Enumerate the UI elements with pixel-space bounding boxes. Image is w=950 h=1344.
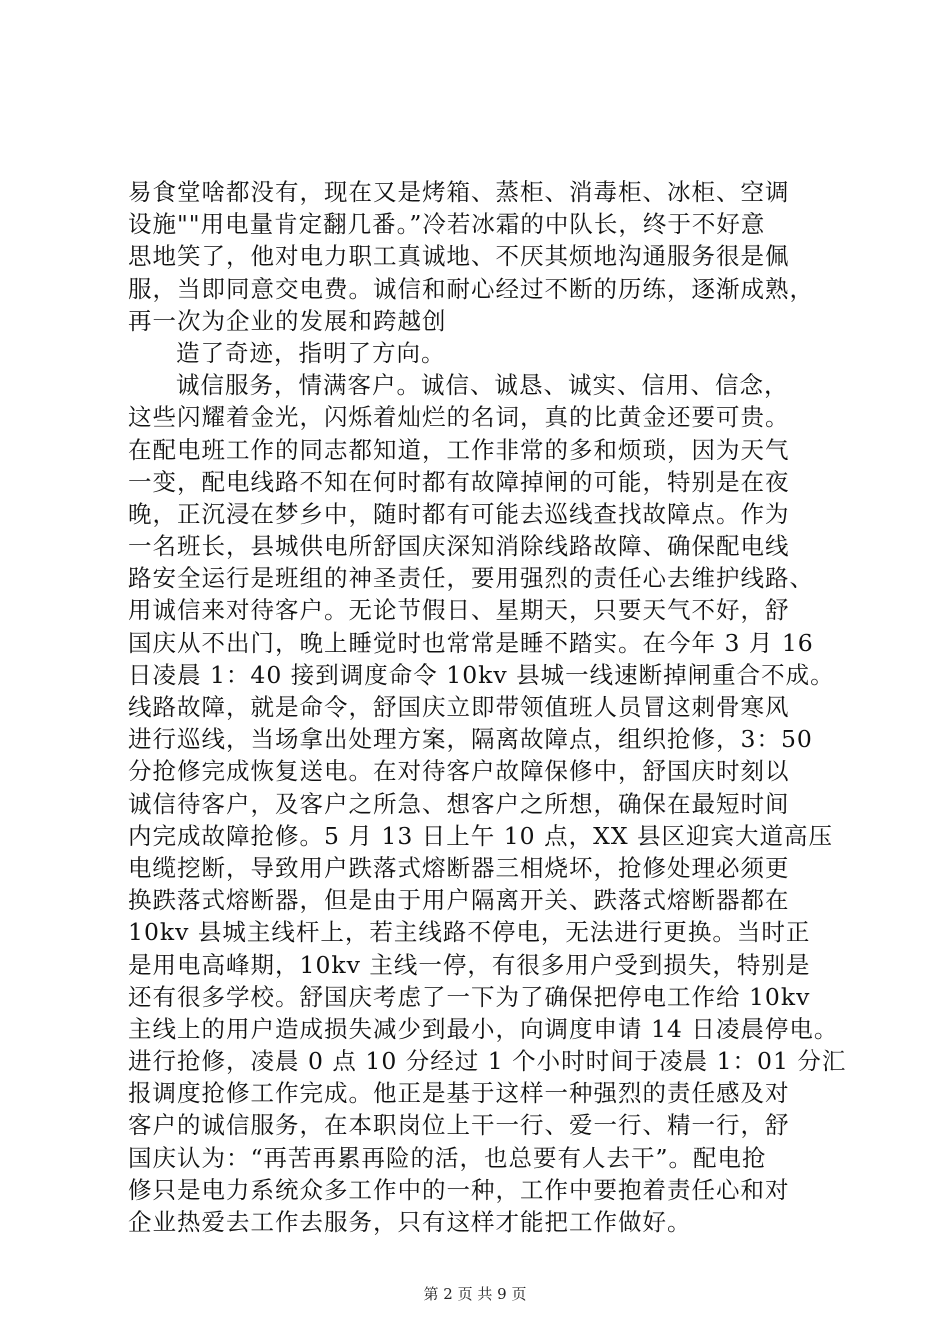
paragraph-start-line: 诚信服务，情满客户。诚信、诚恳、诚实、信用、信念， <box>176 371 789 400</box>
text-line-16: 日凌晨 1：40 接到调度命令 10kv 县城一线速断掉闸重合不成。 <box>128 660 835 689</box>
text-line-3: 思地笑了，他对电力职工真诚地、不厌其烦地沟通服务很是佩 <box>128 242 790 271</box>
text-line-25: 是用电高峰期，10kv 主线一停，有很多用户受到损失，特别是 <box>128 950 811 979</box>
text-line-10: 一变，配电线路不知在何时都有故障掉闸的可能，特别是在夜 <box>128 467 790 496</box>
text-line-13: 路安全运行是班组的神圣责任，要用强烈的责任心去维护线路、 <box>128 564 814 593</box>
text-line-21: 内完成故障抢修。5 月 13 日上午 10 点，XX 县区迎宾大道高压 <box>128 821 834 850</box>
text-line-20: 诚信待客户，及客户之所急、想客户之所想，确保在最短时间 <box>128 789 790 818</box>
text-line-17: 线路故障，就是命令，舒国庆立即带领值班人员冒这刺骨寒风 <box>128 693 790 721</box>
text-line-24: 10kv 县城主线杆上，若主线路不停电，无法进行更换。当时正 <box>128 918 811 947</box>
text-line-14: 用诚信来对待客户。无论节假日、星期天，只要天气不好，舒 <box>128 596 790 625</box>
text-line-31: 国庆认为：“再苦再累再险的活，也总要有人去干”。配电抢 <box>128 1143 767 1172</box>
page-number-footer: 第 2 页 共 9 页 <box>423 1285 527 1303</box>
text-line-32: 修只是电力系统众多工作中的一种，工作中要抱着责任心和对 <box>128 1175 790 1204</box>
text-line-30: 客户的诚信服务，在本职岗位上干一行、爱一行、精一行，舒 <box>128 1111 790 1140</box>
text-line-27: 主线上的用户造成损失减少到最小，向调度申请 14 日凌晨停电。 <box>128 1014 839 1043</box>
text-line-8: 这些闪耀着金光，闪烁着灿烂的名词，真的比黄金还要可贵。 <box>128 403 790 432</box>
text-line-19: 分抢修完成恢复送电。在对待客户故障保修中，舒国庆时刻以 <box>128 757 790 786</box>
body-text <box>128 176 868 1238</box>
text-line-12: 一名班长，县城供电所舒国庆深知消除线路故障、确保配电线 <box>128 532 790 561</box>
text-line-33: 企业热爱去工作去服务，只有这样才能把工作做好。 <box>128 1208 692 1236</box>
text-line-2: 设施""用电量肯定翻几番。”冷若冰霜的中队长，终于不好意 <box>128 210 766 239</box>
text-line-9: 在配电班工作的同志都知道，工作非常的多和烦琐，因为天气 <box>128 435 790 464</box>
text-line-26: 还有很多学校。舒国庆考虑了一下为了确保把停电工作给 10kv <box>128 982 811 1011</box>
text-line-5: 再一次为企业的发展和跨越创 <box>128 306 447 335</box>
text-line-22: 电缆挖断，导致用户跌落式熔断器三相烧坏，抢修处理必须更 <box>128 853 790 882</box>
text-line-23: 换跌落式熔断器，但是由于用户隔离开关、跌落式熔断器都在 <box>128 886 790 915</box>
text-line-29: 报调度抢修工作完成。他正是基于这样一种强烈的责任感及对 <box>128 1079 790 1108</box>
text-line-28: 进行抢修，凌晨 0 点 10 分经过 1 个小时时间于凌晨 1：01 分汇 <box>128 1047 847 1076</box>
text-line-1: 易食堂啥都没有，现在又是烤箱、蒸柜、消毒柜、冰柜、空调 <box>128 178 790 206</box>
text-line-6: 造了奇迹，指明了方向。 <box>176 338 446 367</box>
text-line-4: 服，当即同意交电费。诚信和耐心经过不断的历练，逐渐成熟， <box>128 274 814 303</box>
text-line-18: 进行巡线，当场拿出处理方案，隔离故障点，组织抢修，3：50 <box>128 725 813 754</box>
text-line-11: 晚，正沉浸在梦乡中，随时都有可能去巡线查找故障点。作为 <box>128 499 790 528</box>
text-line-15: 国庆从不出门，晚上睡觉时也常常是睡不踏实。在今年 3 月 16 <box>128 628 814 657</box>
